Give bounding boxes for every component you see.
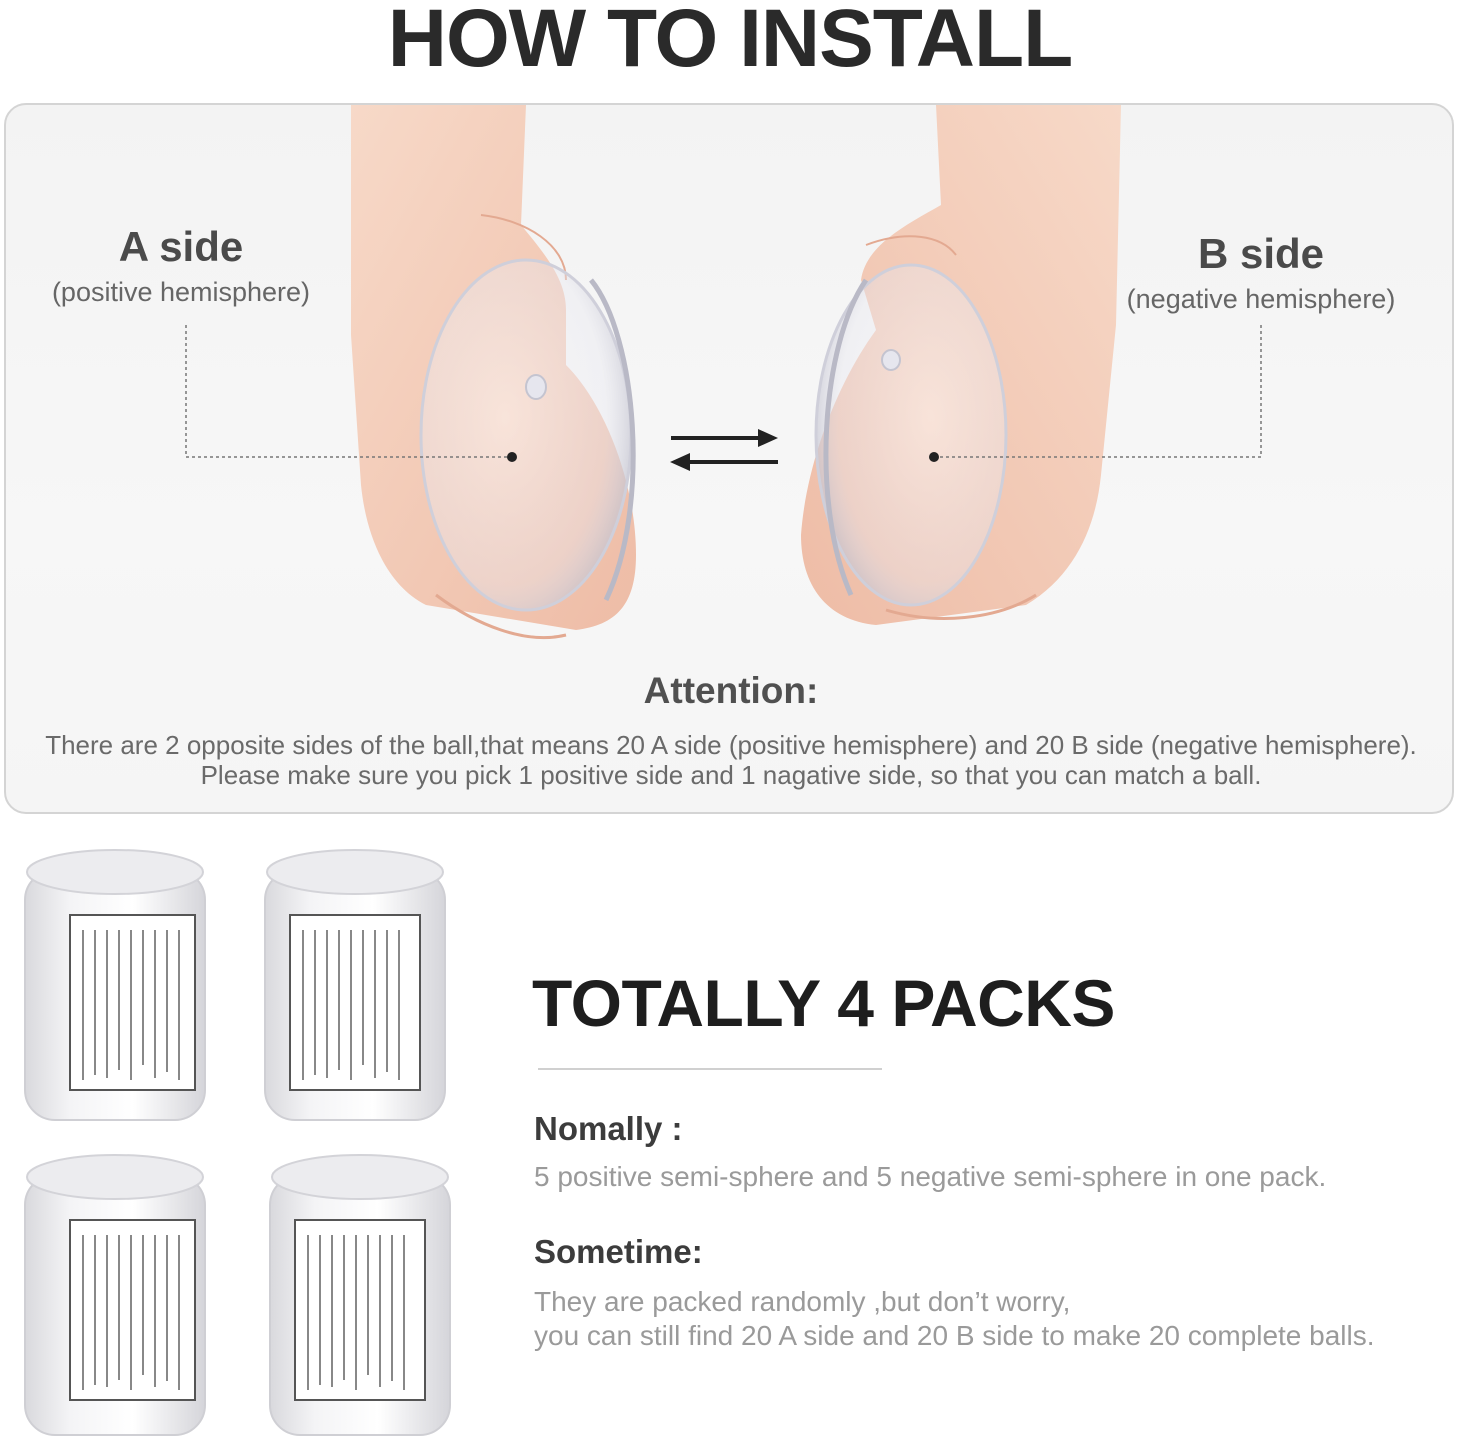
b-side-title: B side bbox=[1197, 230, 1325, 277]
pack-item bbox=[25, 850, 205, 1120]
attention-line-2: Please make sure you pick 1 positive side and 1 nagative side, so that you can match a ball. bbox=[200, 760, 1262, 790]
packs-image bbox=[20, 845, 460, 1445]
packs-divider bbox=[538, 1068, 882, 1070]
attention-line-1: There are 2 opposite sides of the ball,that means 20 A side (positive hemisphere) and 20 B side (negative hemisphere). bbox=[45, 730, 1417, 760]
install-card bbox=[4, 103, 1454, 814]
attention-text bbox=[6, 730, 1454, 790]
pack-item bbox=[265, 850, 445, 1120]
page-title: HOW TO INSTALL bbox=[387, 0, 1073, 84]
normally-heading: Nomally : bbox=[534, 1110, 683, 1147]
sometime-heading: Sometime: bbox=[534, 1233, 703, 1270]
pack-item bbox=[270, 1155, 450, 1435]
a-side-label bbox=[31, 223, 331, 309]
a-side-hemisphere bbox=[421, 260, 633, 610]
packs-title: TOTALLY 4 PACKS bbox=[532, 966, 1115, 1040]
a-side-title: A side bbox=[118, 223, 244, 270]
attention-title: Attention: bbox=[643, 670, 819, 711]
b-side-label bbox=[1111, 230, 1411, 316]
sometime-line-1: They are packed randomly ,but don’t worry, bbox=[534, 1286, 1071, 1317]
pack-item bbox=[25, 1155, 205, 1435]
b-side-subtitle: (negative hemisphere) bbox=[1126, 284, 1396, 314]
a-side-subtitle: (positive hemisphere) bbox=[51, 277, 311, 307]
swap-arrows-icon bbox=[670, 429, 778, 471]
normally-text: 5 positive semi-sphere and 5 negative semi-sphere in one pack. bbox=[534, 1161, 1327, 1192]
sometime-line-2: you can still find 20 A side and 20 B side to make 20 complete balls. bbox=[534, 1320, 1375, 1351]
b-side-hemisphere bbox=[816, 265, 1006, 605]
